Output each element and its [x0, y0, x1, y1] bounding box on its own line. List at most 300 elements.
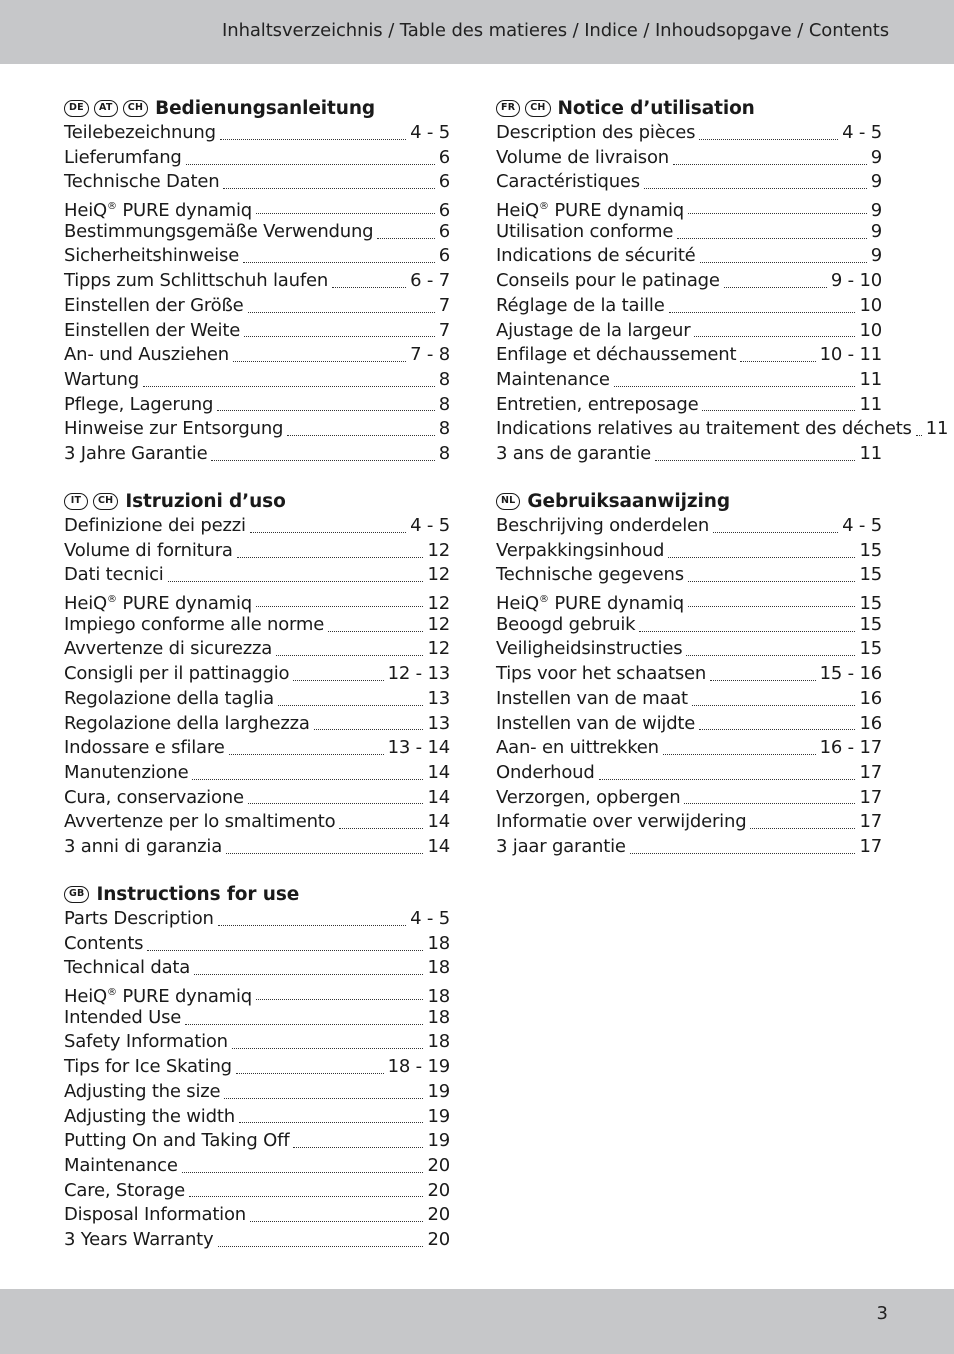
toc-entry [64, 417, 450, 442]
toc-entry-label: Indossare e sfilare [64, 737, 225, 759]
toc-entry-label: Einstellen der Größe [64, 294, 244, 316]
toc-entry [496, 712, 882, 737]
section-title: Gebruiksaanwijzing [527, 491, 730, 512]
toc-entry-page: 11 [859, 368, 882, 390]
toc-entry-page: 9 [870, 200, 882, 222]
toc-entry-page: 10 [859, 319, 882, 341]
toc-entry-page: 18 - 19 [387, 1056, 450, 1078]
toc-entry-page: 19 [427, 1080, 450, 1102]
toc-entry [64, 1154, 450, 1179]
toc-entry [496, 736, 882, 761]
country-badge: AT [94, 100, 118, 117]
toc-entry-page: 12 [427, 593, 450, 615]
toc-entry-label: Ajustage de la largeur [496, 319, 691, 341]
dot-leader [699, 139, 838, 140]
toc-entry [496, 810, 882, 835]
toc-entry-label: Parts Description [64, 908, 214, 929]
dot-leader [332, 287, 406, 288]
toc-entry [64, 195, 450, 220]
toc-entry-page: 14 [427, 835, 450, 857]
toc-entry [496, 835, 882, 860]
toc-entry [496, 588, 882, 613]
footer-bar [0, 1289, 954, 1354]
dot-leader [724, 287, 827, 288]
toc-entry [64, 736, 450, 761]
toc-entry-page: 8 [438, 368, 450, 390]
dot-leader [194, 974, 423, 975]
toc-entry-page: 17 [859, 811, 882, 833]
toc-entry-page: 11 [925, 418, 949, 440]
dot-leader [229, 754, 384, 755]
toc-entry [64, 1228, 450, 1253]
dot-leader [237, 557, 424, 558]
toc-entry-label: Verpakkingsinhoud [496, 539, 665, 561]
toc-entry-label: 3 Years Warranty [64, 1228, 214, 1250]
toc-entry-label: Informatie over verwijdering [496, 811, 747, 833]
section-title: Istruzioni d’uso [125, 491, 286, 512]
toc-entry-page: 12 [427, 564, 450, 586]
dot-leader [250, 532, 406, 533]
toc-entry-page: 6 [438, 220, 450, 242]
toc-entry-page: 10 [859, 294, 882, 316]
toc-entry [64, 269, 450, 294]
dot-leader [189, 1196, 424, 1197]
toc-entry [64, 1080, 450, 1105]
toc-entry [496, 244, 882, 269]
toc-entry-page: 15 [859, 539, 882, 561]
section-heading [64, 489, 450, 514]
toc-entry [496, 786, 882, 811]
toc-entry-page: 6 [438, 245, 450, 267]
toc-entry [64, 170, 450, 195]
country-badge: CH [525, 100, 550, 117]
toc-entry-label: Indications relatives au traitement des déchets [496, 418, 912, 440]
dot-leader [293, 1147, 423, 1148]
toc-entry-label: Care, Storage [64, 1179, 185, 1201]
toc-entry-page: 12 [427, 539, 450, 561]
dot-leader [740, 361, 815, 362]
toc-entry [64, 907, 450, 932]
toc-entry-label: Technical data [64, 957, 191, 979]
toc-section-gb [64, 882, 450, 1253]
dot-leader [211, 460, 434, 461]
toc-entry-label: Sicherheitshinweise [64, 245, 240, 267]
registered-mark: ® [106, 201, 117, 213]
toc-entry [64, 539, 450, 564]
registered-mark: ® [106, 594, 117, 606]
registered-mark: ® [538, 201, 549, 213]
toc-entry [496, 417, 949, 442]
toc-entry [496, 319, 882, 344]
toc-entry-page: 4 - 5 [410, 908, 450, 929]
toc-entry-page: 7 [438, 294, 450, 316]
toc-entry [496, 442, 882, 467]
toc-entry-page: 17 [859, 761, 882, 783]
toc-entry-label: Enfilage et déchaussement [496, 344, 737, 366]
country-badge: IT [64, 493, 88, 510]
toc-entry-label: Pflege, Lagerung [64, 393, 214, 415]
toc-entry [64, 563, 450, 588]
toc-entry-label: Safety Information [64, 1031, 228, 1053]
dot-leader [339, 828, 423, 829]
dot-leader [220, 139, 406, 140]
dot-leader [599, 779, 856, 780]
toc-entry-label: Adjusting the width [64, 1105, 235, 1127]
toc-entry-page: 13 [427, 712, 450, 734]
toc-entry-page: 4 - 5 [842, 515, 882, 536]
toc-entry [64, 393, 450, 418]
section-heading [496, 96, 882, 121]
toc-entry-label: Caractéristiques [496, 171, 640, 193]
toc-entry [64, 761, 450, 786]
toc-entry [64, 956, 450, 981]
toc-entry-label: Veiligheidsinstructies [496, 638, 683, 660]
toc-entry [64, 442, 450, 467]
toc-entry-page: 8 [438, 418, 450, 440]
dot-leader [614, 386, 856, 387]
toc-entry-page: 18 [427, 1006, 450, 1028]
toc-entry-label: Intended Use [64, 1006, 182, 1028]
toc-entry-page: 6 [438, 146, 450, 168]
toc-entry [64, 1030, 450, 1055]
toc-entry-label: Volume de livraison [496, 146, 669, 168]
toc-entry-label: Tips voor het schaatsen [496, 663, 707, 685]
dot-leader [702, 410, 855, 411]
toc-entry-page: 18 [427, 1031, 450, 1053]
toc-entry-label: Utilisation conforme [496, 220, 674, 242]
toc-entry-label: Manutenzione [64, 761, 189, 783]
country-badge: DE [64, 100, 89, 117]
toc-entry [64, 932, 450, 957]
dot-leader [217, 410, 435, 411]
toc-entry-page: 11 [859, 393, 882, 415]
toc-entry [496, 269, 882, 294]
toc-entry-page: 15 [859, 593, 882, 615]
toc-entry-page: 6 [438, 200, 450, 222]
toc-entry-page: 19 [427, 1130, 450, 1152]
toc-entry-label: HeiQ® PURE dynamiq [496, 200, 685, 222]
dot-leader [223, 188, 434, 189]
toc-entry [64, 368, 450, 393]
toc-entry-page: 20 [427, 1154, 450, 1176]
toc-entry [64, 1006, 450, 1031]
toc-entry-page: 9 - 10 [830, 270, 882, 292]
toc-entry-page: 4 - 5 [410, 122, 450, 143]
toc-entry-page: 20 [427, 1204, 450, 1226]
toc-entry-label: 3 anni di garanzia [64, 835, 223, 857]
section-heading [64, 882, 450, 907]
toc-entry-page: 12 [427, 638, 450, 660]
toc-entry [64, 121, 450, 146]
toc-entry-label: 3 Jahre Garantie [64, 442, 208, 464]
dot-leader [256, 606, 423, 607]
country-badge: CH [93, 493, 118, 510]
toc-entry-label: Cura, conservazione [64, 786, 244, 808]
toc-entry [64, 687, 450, 712]
toc-entry-page: 12 - 13 [387, 663, 450, 685]
toc-section-it [64, 489, 450, 860]
dot-leader [314, 729, 424, 730]
toc-entry [496, 514, 882, 539]
toc-entry-page: 15 [859, 638, 882, 660]
toc-entry [496, 170, 882, 195]
dot-leader [644, 188, 867, 189]
toc-entry-page: 17 [859, 786, 882, 808]
toc-entry-page: 14 [427, 761, 450, 783]
dot-leader [686, 655, 855, 656]
toc-entry-page: 18 [427, 957, 450, 979]
toc-entry-label: Description des pièces [496, 122, 696, 143]
toc-entry-label: Conseils pour le patinage [496, 270, 720, 292]
dot-leader [639, 631, 855, 632]
toc-entry-page: 15 - 16 [819, 663, 882, 685]
toc-entry [64, 712, 450, 737]
toc-entry-label: 3 ans de garantie [496, 442, 651, 464]
toc-entry-label: Beoogd gebruik [496, 613, 636, 635]
dot-leader [244, 336, 435, 337]
toc-entry-label: Adjusting the size [64, 1080, 221, 1102]
dot-leader [218, 1246, 424, 1247]
toc-entry [64, 1203, 450, 1228]
toc-entry-label: Technische gegevens [496, 564, 684, 586]
section-title: Notice d’utilisation [557, 98, 755, 119]
toc-entry-label: Lieferumfang [64, 146, 182, 168]
dot-leader [692, 705, 856, 706]
toc-entry-label: Impiego conforme alle norme [64, 613, 325, 635]
toc-entry-label: Maintenance [64, 1154, 178, 1176]
toc-entry-label: Consigli per il pattinaggio [64, 663, 290, 685]
dot-leader [186, 164, 435, 165]
toc-entry-label: 3 jaar garantie [496, 835, 626, 857]
toc-entry-label: Tipps zum Schlittschuh laufen [64, 270, 329, 292]
toc-entry [496, 761, 882, 786]
country-badge: FR [496, 100, 520, 117]
toc-entry-label: Avvertenze per lo smaltimento [64, 811, 336, 833]
toc-entry [64, 835, 450, 860]
toc-entry [64, 1105, 450, 1130]
toc-entry-label: Einstellen der Weite [64, 319, 241, 341]
toc-entry-page: 11 [859, 442, 882, 464]
toc-entry [64, 637, 450, 662]
toc-entry-page: 6 [438, 171, 450, 193]
toc-entry-page: 16 [859, 712, 882, 734]
dot-leader [688, 581, 856, 582]
dot-leader [185, 1024, 423, 1025]
toc-entry-label: Entretien, entreposage [496, 393, 699, 415]
dot-leader [669, 312, 856, 313]
toc-entry [64, 319, 450, 344]
dot-leader [239, 1122, 424, 1123]
toc-entry [64, 146, 450, 171]
toc-entry-page: 8 [438, 442, 450, 464]
toc-entry-page: 18 [427, 986, 450, 1008]
dot-leader [248, 312, 435, 313]
dot-leader [328, 631, 423, 632]
toc-entry-page: 16 - 17 [819, 737, 882, 759]
toc-entry [64, 662, 450, 687]
country-badge: CH [123, 100, 148, 117]
toc-entry [64, 613, 450, 638]
toc-entry-page: 18 [427, 932, 450, 954]
dot-leader [293, 680, 383, 681]
registered-mark: ® [538, 594, 549, 606]
toc-entry [496, 687, 882, 712]
dot-leader [276, 655, 423, 656]
dot-leader [143, 386, 435, 387]
dot-leader [248, 803, 424, 804]
toc-entry-page: 8 [438, 393, 450, 415]
toc-entry-label: Volume di fornitura [64, 539, 233, 561]
dot-leader [287, 435, 434, 436]
toc-entry-label: Regolazione della taglia [64, 687, 274, 709]
registered-mark: ® [106, 987, 117, 999]
dot-leader [168, 581, 424, 582]
toc-entry [496, 613, 882, 638]
dot-leader [226, 853, 423, 854]
toc-entry-page: 4 - 5 [842, 122, 882, 143]
toc-entry-page: 16 [859, 687, 882, 709]
dot-leader [232, 1048, 424, 1049]
dot-leader [192, 779, 423, 780]
toc-entry-label: Putting On and Taking Off [64, 1130, 290, 1152]
toc-entry-page: 4 - 5 [410, 515, 450, 536]
toc-entry-label: An- und Ausziehen [64, 344, 230, 366]
section-heading [64, 96, 450, 121]
dot-leader [694, 336, 855, 337]
toc-entry-label: Verzorgen, opbergen [496, 786, 681, 808]
toc-entry-page: 9 [870, 171, 882, 193]
toc-entry-page: 9 [870, 245, 882, 267]
toc-entry-label: Technische Daten [64, 171, 220, 193]
toc-entry-label: Bestimmungsgemäße Verwendung [64, 220, 374, 242]
toc-entry-label: Instellen van de maat [496, 687, 688, 709]
dot-leader [916, 435, 922, 436]
toc-entry-label: Instellen van de wijdte [496, 712, 696, 734]
dot-leader [655, 460, 856, 461]
toc-entry-label: Wartung [64, 368, 139, 390]
toc-entry [496, 146, 882, 171]
dot-leader [236, 1073, 384, 1074]
toc-entry-page: 10 - 11 [819, 344, 882, 366]
toc-entry-label: Beschrijving onderdelen [496, 515, 710, 536]
toc-entry-page: 13 [427, 687, 450, 709]
toc-entry [64, 244, 450, 269]
toc-entry [64, 981, 450, 1006]
toc-entry-page: 15 [859, 564, 882, 586]
toc-entry [496, 563, 882, 588]
toc-entry-label: HeiQ® PURE dynamiq [496, 593, 685, 615]
toc-entry-label: Indications de sécurité [496, 245, 696, 267]
toc-entry-page: 20 [427, 1179, 450, 1201]
toc-entry-page: 12 [427, 613, 450, 635]
toc-entry-label: Regolazione della larghezza [64, 712, 310, 734]
toc-entry-label: Réglage de la taille [496, 294, 665, 316]
toc-entry-page: 15 [859, 613, 882, 635]
toc-entry [64, 810, 450, 835]
toc-entry-page: 9 [870, 220, 882, 242]
dot-leader [663, 754, 816, 755]
toc-entry-page: 6 - 7 [410, 270, 450, 292]
toc-entry [496, 368, 882, 393]
toc-entry-page: 19 [427, 1105, 450, 1127]
toc-entry-label: HeiQ® PURE dynamiq [64, 200, 253, 222]
page-number: 3 [876, 1303, 888, 1324]
toc-entry-label: Dati tecnici [64, 564, 164, 586]
dot-leader [668, 557, 855, 558]
toc-entry [64, 514, 450, 539]
dot-leader [182, 1172, 424, 1173]
dot-leader [256, 999, 423, 1000]
toc-entry-label: Avvertenze di sicurezza [64, 638, 273, 660]
toc-entry [64, 588, 450, 613]
toc-entry-page: 13 - 14 [387, 737, 450, 759]
toc-entry-label: HeiQ® PURE dynamiq [64, 593, 253, 615]
toc-entry-label: Definizione dei pezzi [64, 515, 246, 536]
toc-entry-page: 20 [427, 1228, 450, 1250]
toc-entry [64, 786, 450, 811]
toc-entry-page: 14 [427, 811, 450, 833]
section-title: Instructions for use [96, 884, 300, 905]
country-badge: NL [496, 493, 520, 510]
toc-entry [496, 121, 882, 146]
toc-entry [496, 294, 882, 319]
toc-entry-label: Aan- en uittrekken [496, 737, 659, 759]
dot-leader [710, 680, 816, 681]
toc-entry [496, 343, 882, 368]
toc-entry-page: 14 [427, 786, 450, 808]
dot-leader [224, 1098, 423, 1099]
header-bar [0, 0, 954, 64]
toc-entry [496, 539, 882, 564]
toc-entry [496, 662, 882, 687]
dot-leader [688, 213, 867, 214]
dot-leader [699, 729, 855, 730]
toc-entry [496, 220, 882, 245]
toc-section-nl [496, 489, 882, 860]
toc-entry-label: Maintenance [496, 368, 610, 390]
toc-entry-page: 7 [438, 319, 450, 341]
toc-entry-label: Disposal Information [64, 1204, 247, 1226]
toc-entry-page: 17 [859, 835, 882, 857]
dot-leader [750, 828, 855, 829]
toc-entry-label: Teilebezeichnung [64, 122, 216, 143]
toc-entry [496, 393, 882, 418]
page-header-title: Inhaltsverzeichnis / Table des matieres / Indice / Inhoudsopgave / Contents [222, 20, 889, 41]
toc-entry-label: Tips for Ice Skating [64, 1056, 232, 1078]
toc-entry [64, 220, 450, 245]
toc-entry [64, 1055, 450, 1080]
dot-leader [147, 950, 423, 951]
country-badge: GB [64, 886, 89, 903]
toc-entry [64, 1179, 450, 1204]
toc-entry [64, 294, 450, 319]
dot-leader [233, 361, 406, 362]
dot-leader [700, 262, 867, 263]
toc-entry [496, 195, 882, 220]
dot-leader [243, 262, 435, 263]
toc-section-de [64, 96, 450, 467]
dot-leader [377, 238, 434, 239]
dot-leader [278, 705, 424, 706]
toc-entry-page: 7 - 8 [410, 344, 450, 366]
dot-leader [250, 1221, 423, 1222]
toc-section-fr [496, 96, 949, 467]
dot-leader [677, 238, 867, 239]
dot-leader [688, 606, 855, 607]
section-heading [496, 489, 882, 514]
toc-entry-label: Contents [64, 932, 144, 954]
toc-entry-label: Onderhoud [496, 761, 595, 783]
